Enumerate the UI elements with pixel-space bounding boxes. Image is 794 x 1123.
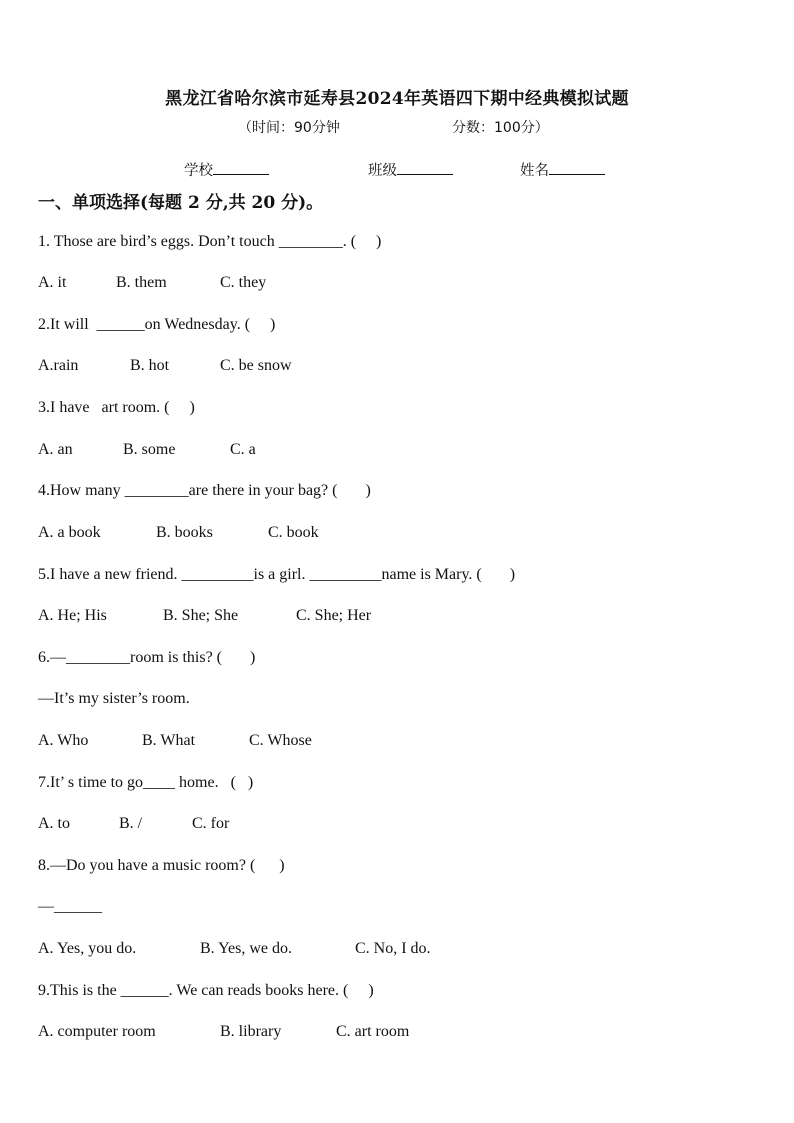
question-4: 4.How many ________are there in your bag? ( ) xyxy=(38,482,371,499)
q8-option-c: C. No, I do. xyxy=(355,940,431,957)
q6-option-c: C. Whose xyxy=(249,732,312,749)
q4-option-c: C. book xyxy=(268,524,319,541)
q1-option-b: B. them xyxy=(116,274,167,291)
question-6: 6.—________room is this? ( ) xyxy=(38,649,256,666)
class-label: 班级 xyxy=(368,163,397,179)
exam-time: （时间：90分钟 xyxy=(238,120,340,136)
section-heading: 一、单项选择(每题 2 分,共 20 分)。 xyxy=(38,193,324,213)
question-8: 8.—Do you have a music room? ( ) xyxy=(38,857,285,874)
name-label: 姓名 xyxy=(520,163,549,179)
question-6-reply: —It’s my sister’s room. xyxy=(38,690,190,707)
q4-option-a: A. a book xyxy=(38,524,101,541)
q9-option-b: B. library xyxy=(220,1023,282,1040)
name-blank xyxy=(549,160,605,175)
question-5: 5.I have a new friend. _________is a girl. _________name is Mary. ( ) xyxy=(38,566,516,583)
q7-option-b: B. / xyxy=(119,815,143,832)
school-label: 学校 xyxy=(184,163,213,179)
q9-option-c: C. art room xyxy=(336,1023,410,1040)
exam-score: 分数：100分） xyxy=(452,120,549,136)
question-7: 7.It’ s time to go____ home. ( ) xyxy=(38,774,254,791)
question-2: 2.It will ______on Wednesday. ( ) xyxy=(38,316,276,333)
q3-option-c: C. a xyxy=(230,441,256,458)
q2-option-a: A.rain xyxy=(38,357,79,374)
q8-option-b: B. Yes, we do. xyxy=(200,940,293,957)
exam-title: 黑龙江省哈尔滨市延寿县2024年英语四下期中经典模拟试题 xyxy=(165,89,629,109)
q2-option-b: B. hot xyxy=(130,357,170,374)
q5-option-a: A. He; His xyxy=(38,607,107,624)
q5-option-c: C. She; Her xyxy=(296,607,372,624)
name-field xyxy=(520,159,605,180)
q1-option-a: A. it xyxy=(38,274,67,291)
question-3: 3.I have art room. ( ) xyxy=(38,399,195,416)
q3-option-b: B. some xyxy=(123,441,176,458)
school-blank xyxy=(213,160,269,175)
q2-option-c: C. be snow xyxy=(220,357,292,374)
q3-option-a: A. an xyxy=(38,441,73,458)
question-1: 1. Those are bird’s eggs. Don’t touch ________. ( ) xyxy=(38,233,382,250)
q7-option-c: C. for xyxy=(192,815,230,832)
q5-option-b: B. She; She xyxy=(163,607,239,624)
school-field xyxy=(184,159,269,180)
q6-option-b: B. What xyxy=(142,732,196,749)
q7-option-a: A. to xyxy=(38,815,70,832)
question-9: 9.This is the ______. We can reads books here. ( ) xyxy=(38,982,374,999)
class-blank xyxy=(397,160,453,175)
q8-option-a: A. Yes, you do. xyxy=(38,940,137,957)
q9-option-a: A. computer room xyxy=(38,1023,156,1040)
q1-option-c: C. they xyxy=(220,274,267,291)
class-field xyxy=(368,159,453,180)
question-8-reply: —______ xyxy=(38,898,102,915)
q6-option-a: A. Who xyxy=(38,732,89,749)
q4-option-b: B. books xyxy=(156,524,213,541)
